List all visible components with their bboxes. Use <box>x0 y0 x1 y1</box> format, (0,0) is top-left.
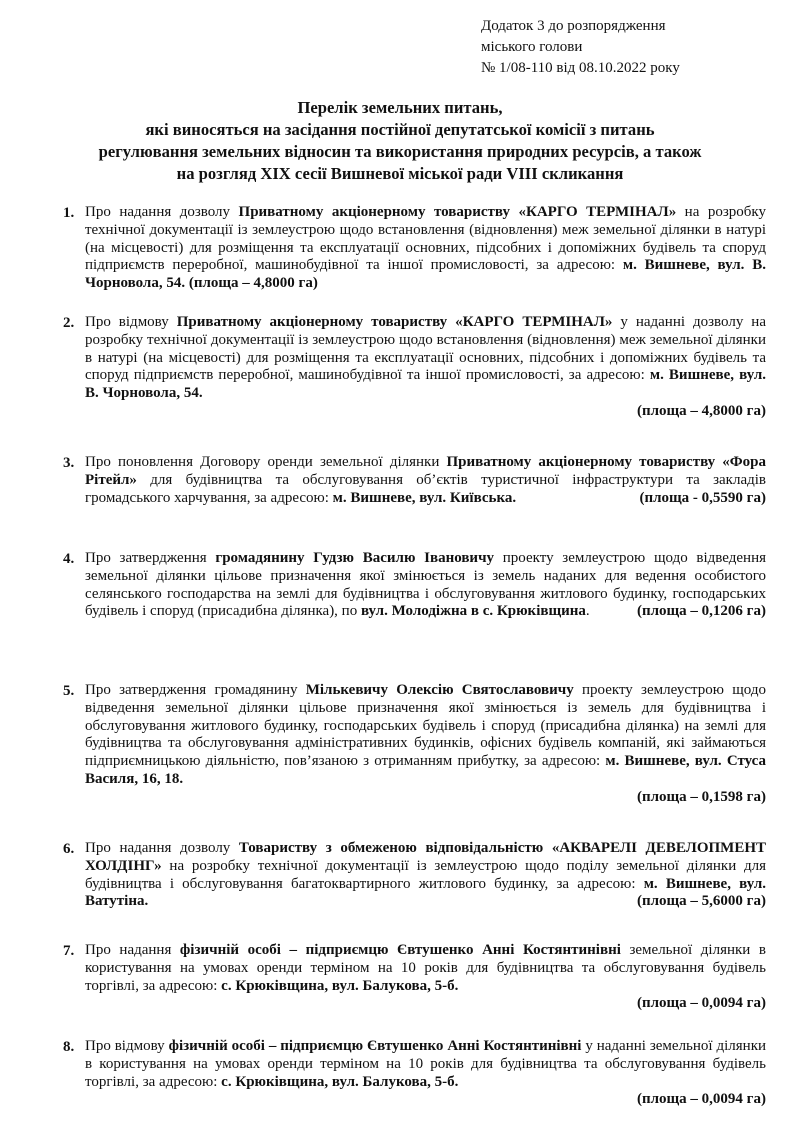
item-text: Про відмову Приватному акціонерному товариству «КАРГО ТЕРМІНАЛ» у наданні дозволу на розробку технічної документації із землеустрою щодо встановлення (відновлення) меж земельної ділянки в натурі (на місцевості) для розміщення та експлуатації основних, підсобних і допоміжних будівель та споруд підприємств переробної, машинобудівної та іншої промисловості, за адресою: м. Вишневе, вул. В. Чорновола, 54. (площа – 4,8000 га) <box>85 314 766 419</box>
item-number: 2. <box>63 315 75 331</box>
header-line-1: Додаток 3 до розпорядження <box>481 18 666 34</box>
document-title <box>20 97 780 185</box>
list-item <box>63 550 768 682</box>
item-text: Про затвердження громадянину Мількевичу Олексію Святославовичу проекту землеустрою щодо відведення земельної ділянки цільове призначення якої змінюється із земель для будівництва і обслуговування житлового будинку, господарських будівель і споруд (присадибна ділянка) на землі для будівництва та обслуговування адміністративних будинків, офісних будівель компаній, які займаються підприємницькою діяльністю, пов’язаною з отриманням прибутку, за адресою: м. Вишневе, вул. Стуса Василя, 16, 18. (площа – 0,1598 га) <box>85 682 767 805</box>
list-item <box>63 314 768 454</box>
title-line-3: регулювання земельних відносин та використання природних ресурсів, а також <box>98 142 702 161</box>
item-area: (площа – 4,8000 га) <box>188 275 318 292</box>
item-text: Про затвердження громадянину Гудзю Василю Івановичу проекту землеустрою щодо відведення земельної ділянки цільове призначення якої змінюється із земель наданих для ведення особистого селянського господарства на землі для будівництва і обслуговування житлового будинку, господарських будівель і споруд (присадибна ділянка), по вул. Молодіжна в с. Крюківщина. (площа – 0,1206 га) <box>85 550 767 620</box>
item-number: 3. <box>63 455 75 471</box>
list-item <box>63 1038 768 1128</box>
title-line-4: на розгляд XIX сесії Вишневої міської ради VIII скликання <box>176 164 624 183</box>
item-number: 1. <box>63 205 75 221</box>
header-line-3: № 1/08-110 від 08.10.2022 року <box>481 60 680 76</box>
land-issues-list <box>0 204 800 1128</box>
item-area: (площа – 5,6000 га) <box>636 893 766 910</box>
item-number: 7. <box>63 943 75 959</box>
title-line-2: які виносяться на засідання постійної депутатської комісії з питань <box>145 120 655 139</box>
item-area: (площа – 0,0094 га) <box>636 1091 766 1108</box>
list-item <box>63 204 768 314</box>
item-area: (площа – 0,1598 га) <box>636 788 766 805</box>
item-number: 8. <box>63 1039 75 1055</box>
item-text: Про надання дозволу Приватному акціонерному товариству «КАРГО ТЕРМІНАЛ» на розробку технічної документації із землеустрою щодо встановлення (відновлення) меж земельної ділянки в натурі (на місцевості) для розміщення та експлуатації основних, підсобних і допоміжних будівель та споруд підприємств переробної, машинобудівної та іншої промисловості, за адресою: м. Вишневе, вул. В. Чорновола, 54. (площа – 4,8000 га) <box>85 204 766 292</box>
title-line-1: Перелік земельних питань, <box>297 98 503 117</box>
item-text: Про поновлення Договору оренди земельної ділянки Приватному акціонерному товариству «Фора Рітейл» для будівництва та обслуговування об’єктів туристичної інфраструктури та закладів громадського харчування, за адресою: м. Вишневе, вул. Київська. (площа - 0,5590 га) <box>85 454 767 506</box>
item-text: Про надання дозволу Товариству з обмеженою відповідальністю «АКВАРЕЛІ ДЕВЕЛОПМЕНТ ХОЛДІНГ» на розробку технічної документації із землеустрою щодо поділу земельної ділянки для будівництва і обслуговування багатоквартирного житлового будинку, за адресою: м. Вишневе, вул. Ватутіна. (площа – 5,6000 га) <box>85 840 767 910</box>
item-text: Про відмову фізичній особі – підприємцю Євтушенко Анні Костянтинівні у наданні земельної ділянки в користування на умовах оренди терміном на 10 років для будівництва та обслуговування будівель торгівлі, за адресою: с. Крюківщина, вул. Балукова, 5-б. (площа – 0,0094 га) <box>85 1038 767 1108</box>
list-item <box>63 942 768 1038</box>
item-number: 4. <box>63 551 75 567</box>
item-area: (площа – 4,8000 га) <box>636 402 766 419</box>
item-number: 6. <box>63 841 75 857</box>
list-item <box>63 454 768 550</box>
list-item <box>63 682 768 840</box>
header-line-2: міського голови <box>481 39 583 55</box>
appendix-header <box>481 16 781 79</box>
item-area: (площа - 0,5590 га) <box>639 489 766 506</box>
item-area: (площа – 0,1206 га) <box>636 603 766 620</box>
list-item <box>63 840 768 942</box>
item-number: 5. <box>63 683 75 699</box>
item-text: Про надання фізичній особі – підприємцю Євтушенко Анні Костянтинівні земельної ділянки в користування на умовах оренди терміном на 10 років для будівництва та обслуговування будівель торгівлі, за адресою: с. Крюківщина, вул. Балукова, 5-б. (площа – 0,0094 га) <box>85 942 766 1012</box>
item-area: (площа – 0,0094 га) <box>636 995 766 1012</box>
